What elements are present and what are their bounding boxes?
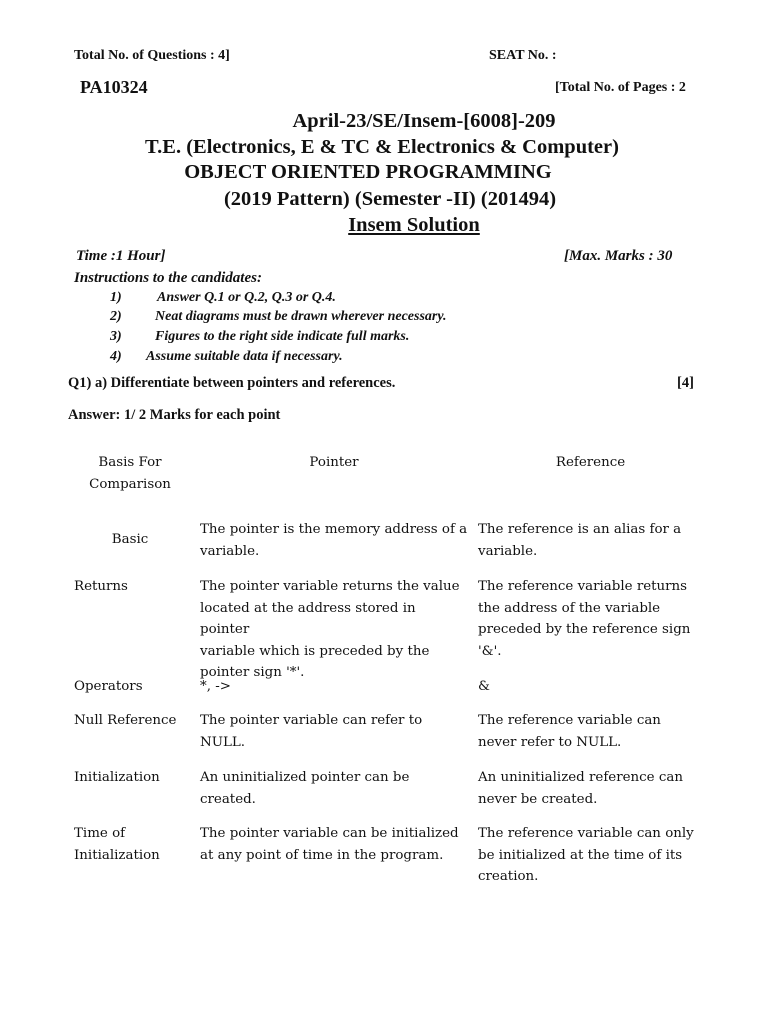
pattern-semester: (2019 Pattern) (Semester -II) (201494) bbox=[223, 188, 557, 210]
table-row-pointer: The pointer variable returns the value located at the address stored in pointer variable which is preceded by the pointer sign '*'. bbox=[200, 579, 460, 680]
table-row-pointer: The pointer variable can be initialized at any point of time in the program. bbox=[200, 826, 459, 863]
table-row-reference: The reference variable can never refer to NULL. bbox=[478, 713, 661, 750]
exam-title: April-23/SE/Insem-[6008]-209 bbox=[292, 110, 556, 132]
table-row-reference: The reference variable can only be initialized at the time of its creation. bbox=[478, 826, 694, 884]
table-row-pointer: The pointer variable can refer to NULL. bbox=[200, 713, 423, 750]
paper-code: PA10324 bbox=[80, 77, 148, 97]
table-row-basis: Operators bbox=[74, 679, 143, 694]
instruction-text: Neat diagrams must be drawn wherever necessary. bbox=[155, 309, 447, 324]
table-row-reference: An uninitialized reference can never be created. bbox=[478, 770, 683, 807]
subject-name: OBJECT ORIENTED PROGRAMMING bbox=[184, 161, 552, 183]
table-header-reference: Reference bbox=[555, 455, 626, 470]
table-row-basis: Initialization bbox=[74, 770, 160, 785]
table-row-pointer: *, -> bbox=[200, 679, 231, 694]
instruction-text: Answer Q.1 or Q.2, Q.3 or Q.4. bbox=[157, 290, 336, 305]
instructions-heading: Instructions to the candidates: bbox=[74, 270, 262, 286]
answer-heading: Answer: 1/ 2 Marks for each point bbox=[68, 407, 281, 423]
seat-number: SEAT No. : bbox=[489, 48, 557, 63]
table-row-basis: Time of Initialization bbox=[74, 826, 160, 863]
table-row-reference: The reference variable returns the address of the variable preceded by the reference sign '&'. bbox=[478, 579, 691, 659]
instruction-text: Assume suitable data if necessary. bbox=[146, 349, 343, 364]
table-row-reference: & bbox=[478, 679, 490, 694]
question-text: Q1) a) Differentiate between pointers and references. bbox=[68, 375, 396, 391]
total-questions: Total No. of Questions : 4] bbox=[74, 48, 230, 63]
course-branch: T.E. (Electronics, E & TC & Electronics & Computer) bbox=[145, 136, 619, 158]
instruction-text: Figures to the right side indicate full marks. bbox=[155, 329, 410, 344]
instruction-number: 2) bbox=[110, 309, 122, 324]
table-row-basis: Basic bbox=[111, 532, 149, 547]
max-marks: [Max. Marks : 30 bbox=[564, 248, 673, 264]
instruction-number: 4) bbox=[110, 349, 122, 364]
table-row-pointer: The pointer is the memory address of a variable. bbox=[200, 522, 468, 559]
table-row-basis: Returns bbox=[74, 579, 128, 594]
instruction-number: 3) bbox=[110, 329, 122, 344]
table-row-pointer: An uninitialized pointer can be created. bbox=[200, 770, 410, 807]
question-marks: [4] bbox=[677, 375, 694, 391]
instruction-number: 1) bbox=[110, 290, 122, 305]
table-row-basis: Null Reference bbox=[74, 713, 177, 728]
table-header-pointer: Pointer bbox=[309, 455, 359, 470]
solution-heading: Insem Solution bbox=[348, 214, 480, 236]
exam-time: Time :1 Hour] bbox=[76, 248, 166, 264]
table-row-reference: The reference is an alias for a variable. bbox=[478, 522, 682, 559]
table-header-basis: Basis For Comparison bbox=[89, 455, 171, 492]
total-pages: [Total No. of Pages : 2 bbox=[555, 80, 686, 95]
